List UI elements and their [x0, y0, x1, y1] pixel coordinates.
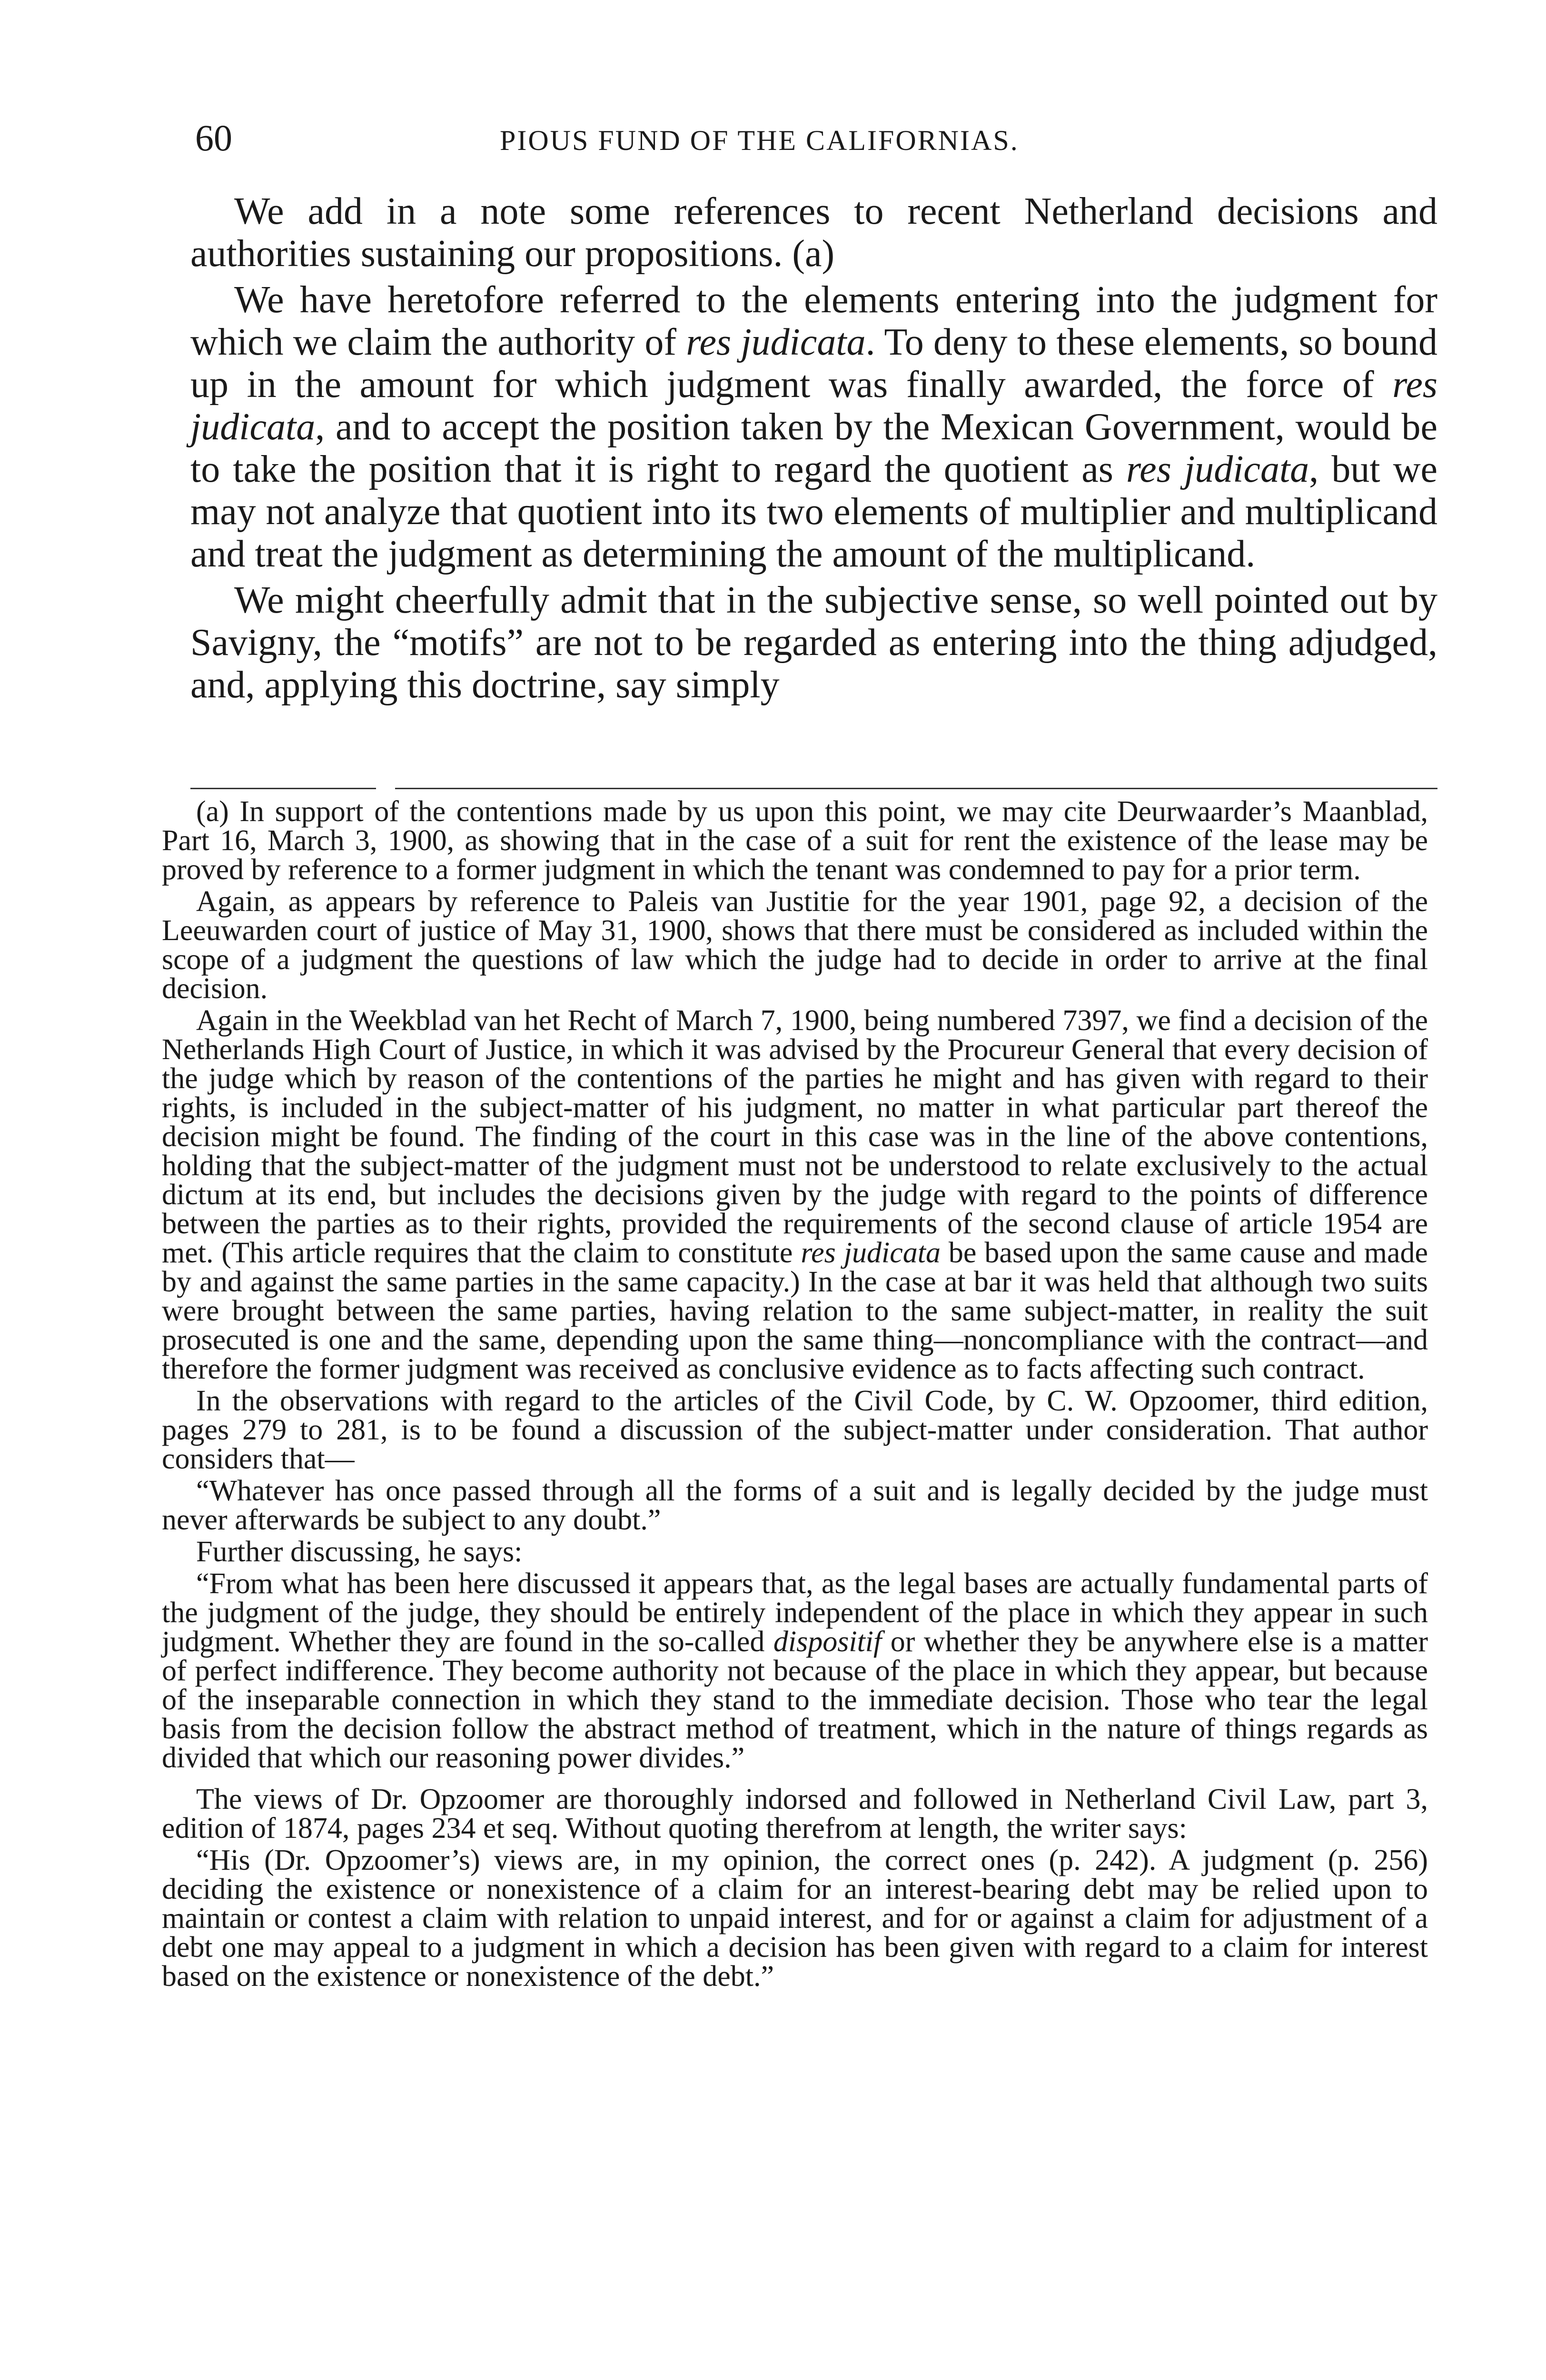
italic-term: res judicata [686, 321, 866, 363]
footnote-quote-3: “His (Dr. Opzoomer’s) views are, in my opinion, the correct ones (p. 242). A judgment (p. 256) deciding the existence or nonexistence of a claim for an interest-bearing debt may be relied upon to maintain or contest a claim with relation to unpaid interest, and for or against a claim for adjustment of a debt one may appeal to a judgment in which a decision has been given with regard to a claim for interest based on the existence or nonexistence of the debt.” [162, 1844, 1428, 1993]
italic-term: dispositif [773, 1626, 882, 1658]
page-number: 60 [195, 117, 232, 159]
running-title: PIOUS FUND OF THE CALIFORNIAS. [500, 125, 1019, 156]
footnote-block [162, 797, 1428, 1994]
footnote-quote-2: “From what has been here discussed it appears that, as the legal bases are actually fundamental parts of the judgment of the judge, they should be entirely independent of the place in which they appear in such judgment. Whether they are found in the so-called dispositif or whether they be anywhere else is a matter of perfect indifference. They become authority not because of the place in which they appear, but because of the inseparable connection in which they stand to the immediate decision. Those who tear the legal basis from the decision follow the abstract method of treatment, which in the nature of things regards as divided that which our reasoning power divides.” [162, 1567, 1428, 1774]
footnote-paragraph-3: Again in the Weekblad van het Recht of March 7, 1900, being numbered 7397, we find a decision of the Netherlands High Court of Justice, in which it was advised by the Procureur General that every decision of the judge which by reason of the contentions of the parties he might and has given with regard to their rights, is included in the subject-matter of his judgment, no matter in what particular part thereof the decision might be found. The finding of the court in this case was in the line of the above contentions, holding that the subject-matter of the judgment must not be understood to relate exclusively to the actual dictum at its end, but includes the decisions given by the judge with regard to the points of difference between the parties as to their rights, provided the requirements of the second clause of article 1954 are met. (This article requires that the claim to constitute res judicata be based upon the same cause and made by and against the same parties in the same capacity.) In the case at bar it was held that although two suits were brought between the same parties, having relation to the same subject-matter, in reality the suit prosecuted is one and the same, depending upon the same thing—noncompliance with the contract—and therefore the former judgment was received as conclusive evidence as to facts affecting such contract. [162, 1004, 1428, 1385]
body-paragraph-2: We have heretofore referred to the elements entering into the judgment for which we claim the authority of res judicata. To deny to these elements, so bound up in the amount for which judgment was finally awarded, the force of res judicata, and to accept the position taken by the Mexican Government, would be to take the position that it is right to regard the quotient as res judicata, but we may not analyze that quotient into its two elements of multiplier and multiplicand and treat the judgment as determining the amount of the multiplicand. [190, 279, 1437, 575]
main-body-text [190, 190, 1437, 710]
footnote-divider-short [190, 788, 376, 789]
footnote-paragraph-4: In the observations with regard to the articles of the Civil Code, by C. W. Opzoomer, third edition, pages 279 to 281, is to be found a discussion of the subject-matter under consideration. That author considers that— [162, 1385, 1428, 1475]
page-header [195, 117, 1437, 159]
italic-term: res judicata [190, 364, 1437, 448]
footnote-paragraph-5: Further discussing, he says: [196, 1536, 523, 1568]
body-paragraph-3: We might cheerfully admit that in the subjective sense, so well pointed out by Savigny, the “motifs” are not to be regarded as entering into the thing adjudged, and, applying this doctrine, say simply [190, 579, 1437, 706]
footnote-divider-long [395, 788, 1437, 789]
footnote-paragraph-6: The views of Dr. Opzoomer are thoroughly indorsed and followed in Netherland Civil Law, part 3, edition of 1874, pages 234 et seq. Without quoting therefrom at length, the writer says: [162, 1783, 1428, 1844]
body-paragraph-1: We add in a note some references to recent Netherland decisions and authorities sustaining our propositions. (a) [190, 190, 1437, 275]
footnote-quote-1: “Whatever has once passed through all the forms of a suit and is legally decided by the judge must never afterwards be subject to any doubt.” [162, 1475, 1428, 1536]
italic-term: res judicata [801, 1237, 941, 1269]
italic-term: res judicata [1126, 448, 1309, 490]
footnote-paragraph-2: Again, as appears by reference to Paleis van Justitie for the year 1901, page 92, a decision of the Leeuwarden court of justice of May 31, 1900, shows that there must be considered as included within the scope of a judgment the questions of law which the judge had to decide in order to arrive at the final decision. [162, 885, 1428, 1005]
footnote-paragraph-1: (a) In support of the contentions made by us upon this point, we may cite Deurwaarder’s Maanblad, Part 16, March 3, 1900, as showing that in the case of a suit for rent the existence of the lease may be proved by reference to a former judgment in which the tenant was condemned to pay for a prior term. [162, 795, 1428, 886]
